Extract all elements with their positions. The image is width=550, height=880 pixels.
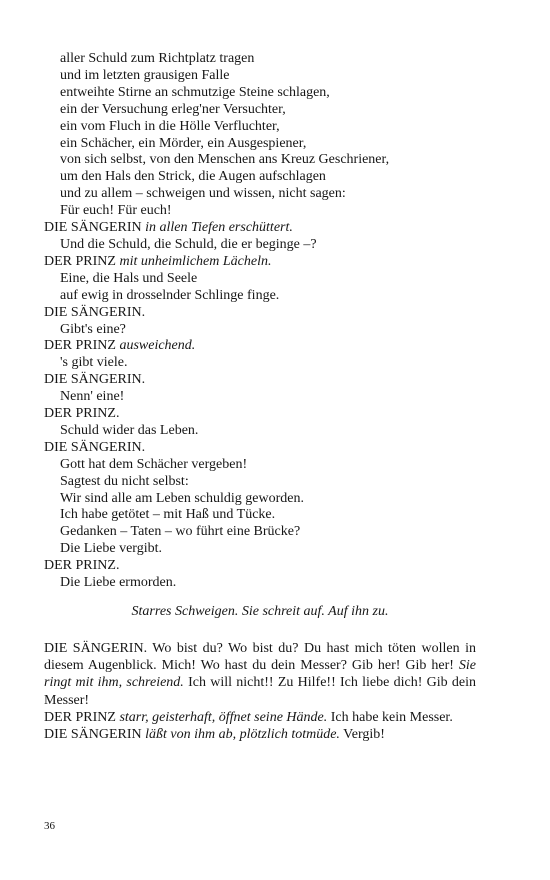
verse-line (44, 355, 514, 372)
verse-line (44, 575, 514, 592)
verse-line (44, 288, 514, 305)
verse-line (44, 136, 514, 153)
prose-text: Vergib! (339, 727, 385, 743)
verse-line (44, 524, 514, 541)
speaker-line (44, 440, 514, 457)
verse-line (44, 152, 514, 169)
verse-line (44, 271, 514, 288)
speaker-line (44, 254, 514, 271)
verse-text: ein der Versuchung erleg'ner Versuchter, (60, 101, 286, 117)
verse-text: Die Liebe ermorden. (60, 575, 177, 591)
verse-text: Für euch! Für euch! (60, 203, 172, 219)
prose-paragraph (44, 726, 476, 743)
prose-paragraph (44, 640, 476, 709)
verse-line (44, 119, 514, 136)
stage-direction-inline: starr, geisterhaft, öffnet seine Hände. (119, 709, 328, 725)
verse-line (44, 491, 514, 508)
verse-line (44, 68, 514, 85)
stage-direction-inline: Sie ringt mit ihm, schreiend. (44, 658, 476, 691)
verse-line (44, 51, 514, 68)
page-number: 36 (44, 820, 55, 832)
verse-line (44, 102, 514, 119)
stage-direction: Starres Schweigen. Sie schreit auf. Auf ihn zu. (131, 604, 389, 619)
verse-line (44, 457, 514, 474)
stage-direction-inline: mit unheimlichem Lächeln. (119, 253, 272, 269)
verse-text: Sagtest du nicht selbst: (60, 473, 189, 489)
speaker-name: DER PRINZ (44, 338, 116, 354)
prose-text: DIE SÄNGERIN (44, 727, 146, 743)
verse-text: ein vom Fluch in die Hölle Verfluchter, (60, 118, 280, 134)
verse-text: 's gibt viele. (60, 355, 128, 371)
verse-text: aller Schuld zum Richtplatz tragen (60, 51, 255, 66)
verse-line (44, 507, 514, 524)
speaker-line (44, 406, 514, 423)
speaker-name: DER PRINZ. (44, 558, 120, 574)
verse-text: Gott hat dem Schächer vergeben! (60, 456, 248, 472)
verse-line (44, 85, 514, 102)
verse-text: um den Hals den Strick, die Augen aufschlagen (60, 169, 326, 185)
verse-line (44, 203, 514, 220)
speaker-name: DIE SÄNGERIN. (44, 372, 146, 388)
verse-text: und zu allem – schweigen und wissen, nicht sagen: (60, 186, 346, 202)
verse-text: Gibt's eine? (60, 321, 126, 337)
speaker-line (44, 220, 514, 237)
speaker-line (44, 338, 514, 355)
prose-text: DIE SÄNGERIN. Wo bist du? Wo bist du? Du hast mich töten wollen in diesem Augenblick. Mich! Wo hast du dein Messer? Gib her! Gib her! (44, 641, 476, 674)
verse-line (44, 474, 514, 491)
verse-line (44, 389, 514, 406)
verse-line (44, 322, 514, 339)
prose-text: DER PRINZ (44, 709, 120, 725)
verse-text: Und die Schuld, die Schuld, die er beginge –? (60, 236, 317, 252)
speaker-line (44, 558, 514, 575)
verse-text: Nenn' eine! (60, 389, 125, 405)
verse-text: von sich selbst, von den Menschen ans Kreuz Geschriener, (60, 152, 390, 168)
verse-text: Eine, die Hals und Seele (60, 270, 198, 286)
speaker-name: DER PRINZ (44, 253, 116, 269)
verse-text: Schuld wider das Leben. (60, 422, 199, 438)
verse-text: auf ewig in drosselnder Schlinge finge. (60, 287, 280, 303)
speaker-line (44, 305, 514, 322)
verse-line (44, 237, 514, 254)
prose-block (44, 640, 476, 743)
verse-text: entweihte Stirne an schmutzige Steine schlagen, (60, 84, 330, 100)
verse-text: Die Liebe vergibt. (60, 541, 162, 557)
verse-line (44, 541, 514, 558)
stage-direction-inline: ausweichend. (119, 338, 196, 354)
verse-text: Gedanken – Taten – wo führt eine Brücke? (60, 524, 301, 540)
prose-text: Ich habe kein Messer. (327, 709, 453, 725)
speaker-name: DIE SÄNGERIN. (44, 439, 146, 455)
stage-direction-inline: läßt von ihm ab, plötzlich totmüde. (145, 727, 340, 743)
verse-line (44, 186, 514, 203)
verse-text: Wir sind alle am Leben schuldig geworden. (60, 490, 304, 506)
verse-text: und im letzten grausigen Falle (60, 67, 230, 83)
speaker-name: DER PRINZ. (44, 406, 120, 422)
verse-block (44, 51, 514, 592)
prose-text: Ich will nicht!! Zu Hilfe!! Ich liebe dich! Gib dein Messer! (44, 675, 476, 708)
stage-direction-inline: in allen Tiefen erschüttert. (145, 220, 293, 236)
verse-text: ein Schächer, ein Mörder, ein Ausgespiener, (60, 135, 307, 151)
verse-line (44, 423, 514, 440)
prose-paragraph (44, 709, 476, 726)
speaker-name: DIE SÄNGERIN (44, 220, 142, 236)
speaker-line (44, 372, 514, 389)
verse-text: Ich habe getötet – mit Haß und Tücke. (60, 507, 276, 523)
speaker-name: DIE SÄNGERIN. (44, 304, 146, 320)
verse-line (44, 169, 514, 186)
